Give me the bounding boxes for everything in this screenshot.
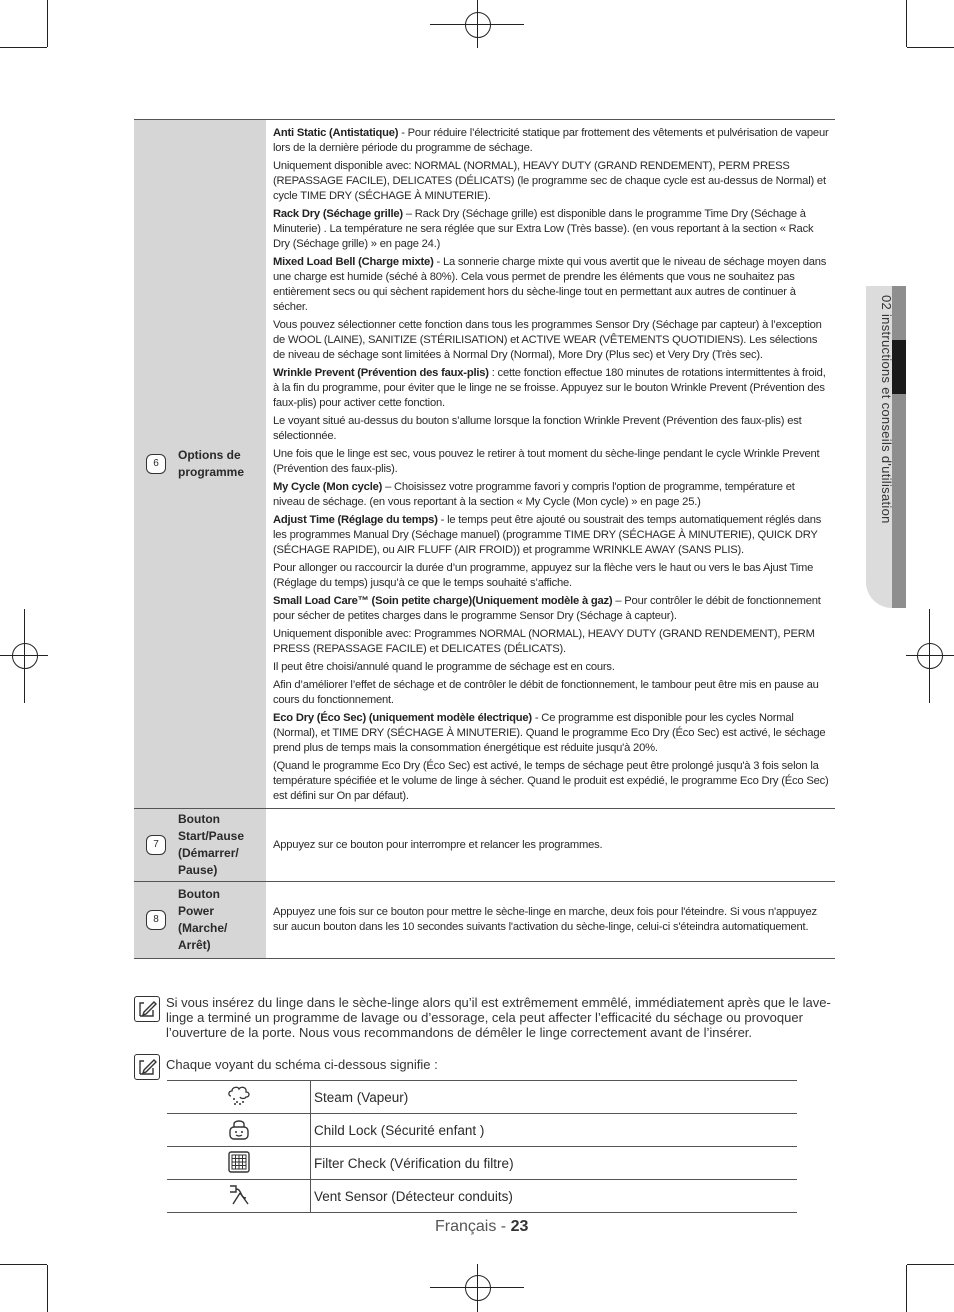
table-row (167, 1081, 797, 1114)
section-tab-bar (892, 286, 906, 608)
row-description-cell (266, 120, 835, 809)
row-description-cell (266, 809, 835, 882)
paragraph: Vous pouvez sélectionner cette fonction dans tous les programmes Sensor Dry (Séchage par capteur) à l’exception de WOOL (LAINE), SANITIZE (STÉRILISATION) et ACTIVE WEAR (VÊTEMENTS QUOTIDIENS). Les sélections de niveau de séchage sont limitées à Normal Dry (Normal), More Dry (Plus sec) et Very Dry (Très sec). (273, 319, 822, 361)
row-label-cell (134, 809, 266, 882)
crop-mark (0, 47, 47, 48)
paragraph: Uniquement disponible avec: NORMAL (NORMAL), HEAVY DUTY (GRAND RENDEMENT), PERM PRESS (REPASSAGE FACILE), DELICATES (DÉLICATS) (le programme sec de chaque cycle est au-dessus de Normal) et cycle TIME DRY (SÉCHAGE À MINUTERIE). (273, 160, 826, 202)
crop-mark (907, 47, 954, 48)
registration-circle (465, 12, 491, 38)
crop-mark (0, 1264, 47, 1265)
crop-mark (47, 0, 48, 47)
table-row (134, 120, 835, 809)
row-label-cell (134, 882, 266, 959)
table-row (167, 1114, 797, 1147)
crop-mark (906, 0, 907, 47)
page-footer (435, 1218, 528, 1236)
paragraph: Mixed Load Bell (Charge mixte) - La sonnerie charge mixte qui vous avertit que le niveau de séchage moyen dans une charge est humide (séché à 80%). Cela vous permet de prendre les éléments que vous ne souhaitez pas entièrement secs ou qui sèchent rapidement hors du sèche-linge tout en permettant aux autres de continuer à sécher. (273, 256, 827, 313)
paragraph: Pour allonger ou raccourcir la durée d’un programme, appuyez sur la flèche vers le haut ou vers le bas Ajust Time (Réglage du temps) jusqu’à ce que le temps souhaité s’affiche. (273, 562, 814, 589)
row-description-cell (266, 882, 835, 959)
indicator-label: Steam (Vapeur) (311, 1081, 798, 1114)
paragraph: (Quand le programme Eco Dry (Éco Sec) est activé, le temps de séchage peut être prolongé jusqu'à 3 fois selon la température spécifiée et le volume de linge à sécher. Quand le produit est expédié, le programme Eco Dry (Éco Sec) est défini sur On par défaut). (273, 760, 829, 802)
paragraph: Small Load Care™ (Soin petite charge)(Uniquement modèle à gaz) – Pour contrôler le débit de fonctionnement pour sécher de petites charges dans le programme Sensor Dry (Séchage à capteur). (273, 595, 821, 622)
section-tab-marker (892, 340, 906, 394)
page-number: 23 (510, 1218, 529, 1235)
paragraph: Afin d’améliorer l’effet de séchage et de contrôler le débit de fonctionnement, le tambour peut être mis en pause au cours du fonctionnement. (273, 679, 819, 706)
controls-table (134, 119, 835, 959)
child-lock-icon (226, 1116, 252, 1142)
indicator-icon-cell (167, 1081, 311, 1114)
indicator-table (167, 1080, 797, 1213)
paragraph: Anti Static (Antistatique) - Pour réduire l’électricité statique par frottement des vêtements et pulvérisation de vapeur lors de la dernière période du programme de séchage. (273, 127, 829, 154)
steam-icon (226, 1083, 252, 1109)
registration-circle (465, 1275, 491, 1301)
paragraph: Une fois que le linge est sec, vous pouvez le retirer à tout moment du sèche-linge pendant le cycle Wrinkle Prevent (Prévention des faux-plis). (273, 448, 820, 475)
table-row (134, 882, 835, 959)
table-row (167, 1180, 797, 1213)
footer-language: Français - (435, 1218, 511, 1235)
crop-mark (906, 1265, 907, 1312)
indicator-icon-cell (167, 1147, 311, 1180)
paragraph: Il peut être choisi/annulé quand le programme de séchage est en cours. (273, 661, 615, 673)
row-number-badge: 6 (146, 454, 166, 474)
vent-sensor-icon (226, 1182, 252, 1208)
indicator-icon-cell (167, 1180, 311, 1213)
crop-mark (47, 1265, 48, 1312)
row-title: Bouton Power (Marche/ Arrêt) (178, 887, 228, 952)
note-icon (134, 996, 160, 1022)
row-title: Options de programme (178, 448, 245, 479)
row-number-badge: 7 (146, 835, 166, 855)
indicator-label: Child Lock (Sécurité enfant ) (311, 1114, 798, 1147)
registration-circle (917, 643, 943, 669)
registration-circle (12, 643, 38, 669)
table-row (134, 809, 835, 882)
section-tab-label: 02 instructions et conseils d'utilisation (879, 295, 894, 524)
indicator-label: Vent Sensor (Détecteur conduits) (311, 1180, 798, 1213)
paragraph: Appuyez sur ce bouton pour interrompre et relancer les programmes. (273, 838, 603, 851)
paragraph: My Cycle (Mon cycle) – Choisissez votre programme favori y compris l'option de programme, température et niveau de séchage. (en vous reportant à la section « My Cycle (Mon cycle) » en page 25.) (273, 481, 795, 508)
filter-check-icon (226, 1149, 252, 1175)
paragraph: Wrinkle Prevent (Prévention des faux-plis) : cette fonction effectue 180 minutes de rotations intermittentes à froid, à la fin du programme, pour éviter que le linge ne se froisse. Appuyez sur le bouton Wrinkle Prevent (Prévention des faux-plis) pour activer cette fonction. (273, 367, 826, 409)
note-icon (134, 1054, 160, 1080)
paragraph: Rack Dry (Séchage grille) – Rack Dry (Séchage grille) est disponible dans le programme Time Dry (Séchage à Minuterie) . La température ne sera réglée que sur Extra Low (Très basse). (en vous reportant à la section « Rack Dry (Séchage grille) » en page 24.) (273, 208, 814, 250)
paragraph: Eco Dry (Éco Sec) (uniquement modèle électrique) - Ce programme est disponible pour les cycles Normal (Normal), et TIME DRY (SÉCHAGE À MINUTERIE). Quand le programme Eco Dry (Éco Sec) est activé, le séchage prend plus de temps mais la consommation énergétique est réduite jusqu'à 20%. (273, 712, 826, 754)
crop-mark (907, 1264, 954, 1265)
paragraph: Appuyez une fois sur ce bouton pour mettre le sèche-linge en marche, deux fois pour l'éteindre. Si vous n'appuyez sur aucun bouton dans les 10 secondes suivants l'activation du sèche-linge, celui-ci s'éteindra automatiquement. (273, 906, 817, 933)
row-label-cell (134, 120, 266, 809)
table-row (167, 1147, 797, 1180)
indicator-icon-cell (167, 1114, 311, 1147)
indicator-label: Filter Check (Vérification du filtre) (311, 1147, 798, 1180)
paragraph: Adjust Time (Réglage du temps) - le temps peut être ajouté ou soustrait des temps automatiquement réglés dans les programmes Manual Dry (Séchage manuel) (programme TIME DRY (SÉCHAGE À MINUTERIE), QUICK DRY (SÉCHAGE RAPIDE), ou AIR FLUFF (AIR FROID)) et programme WRINKLE AWAY (SANS PLIS). (273, 514, 822, 556)
row-number-badge: 8 (146, 910, 166, 930)
note-text: Si vous insérez du linge dans le sèche-linge alors qu’il est extrêmement emmêlé, immédiatement après que le lave-linge a terminé un programme de lavage ou d’essorage, cela peut affecter l’efficacité du séchage ou provoquer l’ouverture de la porte. Nous vous recommandons de démêler le linge correctement avant de l’insérer. (166, 995, 831, 1040)
paragraph: Le voyant situé au-dessus du bouton s’allume lorsque la fonction Wrinkle Prevent (Prévention des faux-plis) est sélectionnée. (273, 415, 802, 442)
paragraph: Uniquement disponible avec: Programmes NORMAL (NORMAL), HEAVY DUTY (GRAND RENDEMENT), PERM PRESS (REPASSAGE FACILE) et DELICATES (DÉLICATS). (273, 628, 815, 655)
row-title: Bouton Start/Pause (Démarrer/ Pause) (178, 812, 245, 877)
note-text: Chaque voyant du schéma ci-dessous signifie : (166, 1057, 438, 1072)
